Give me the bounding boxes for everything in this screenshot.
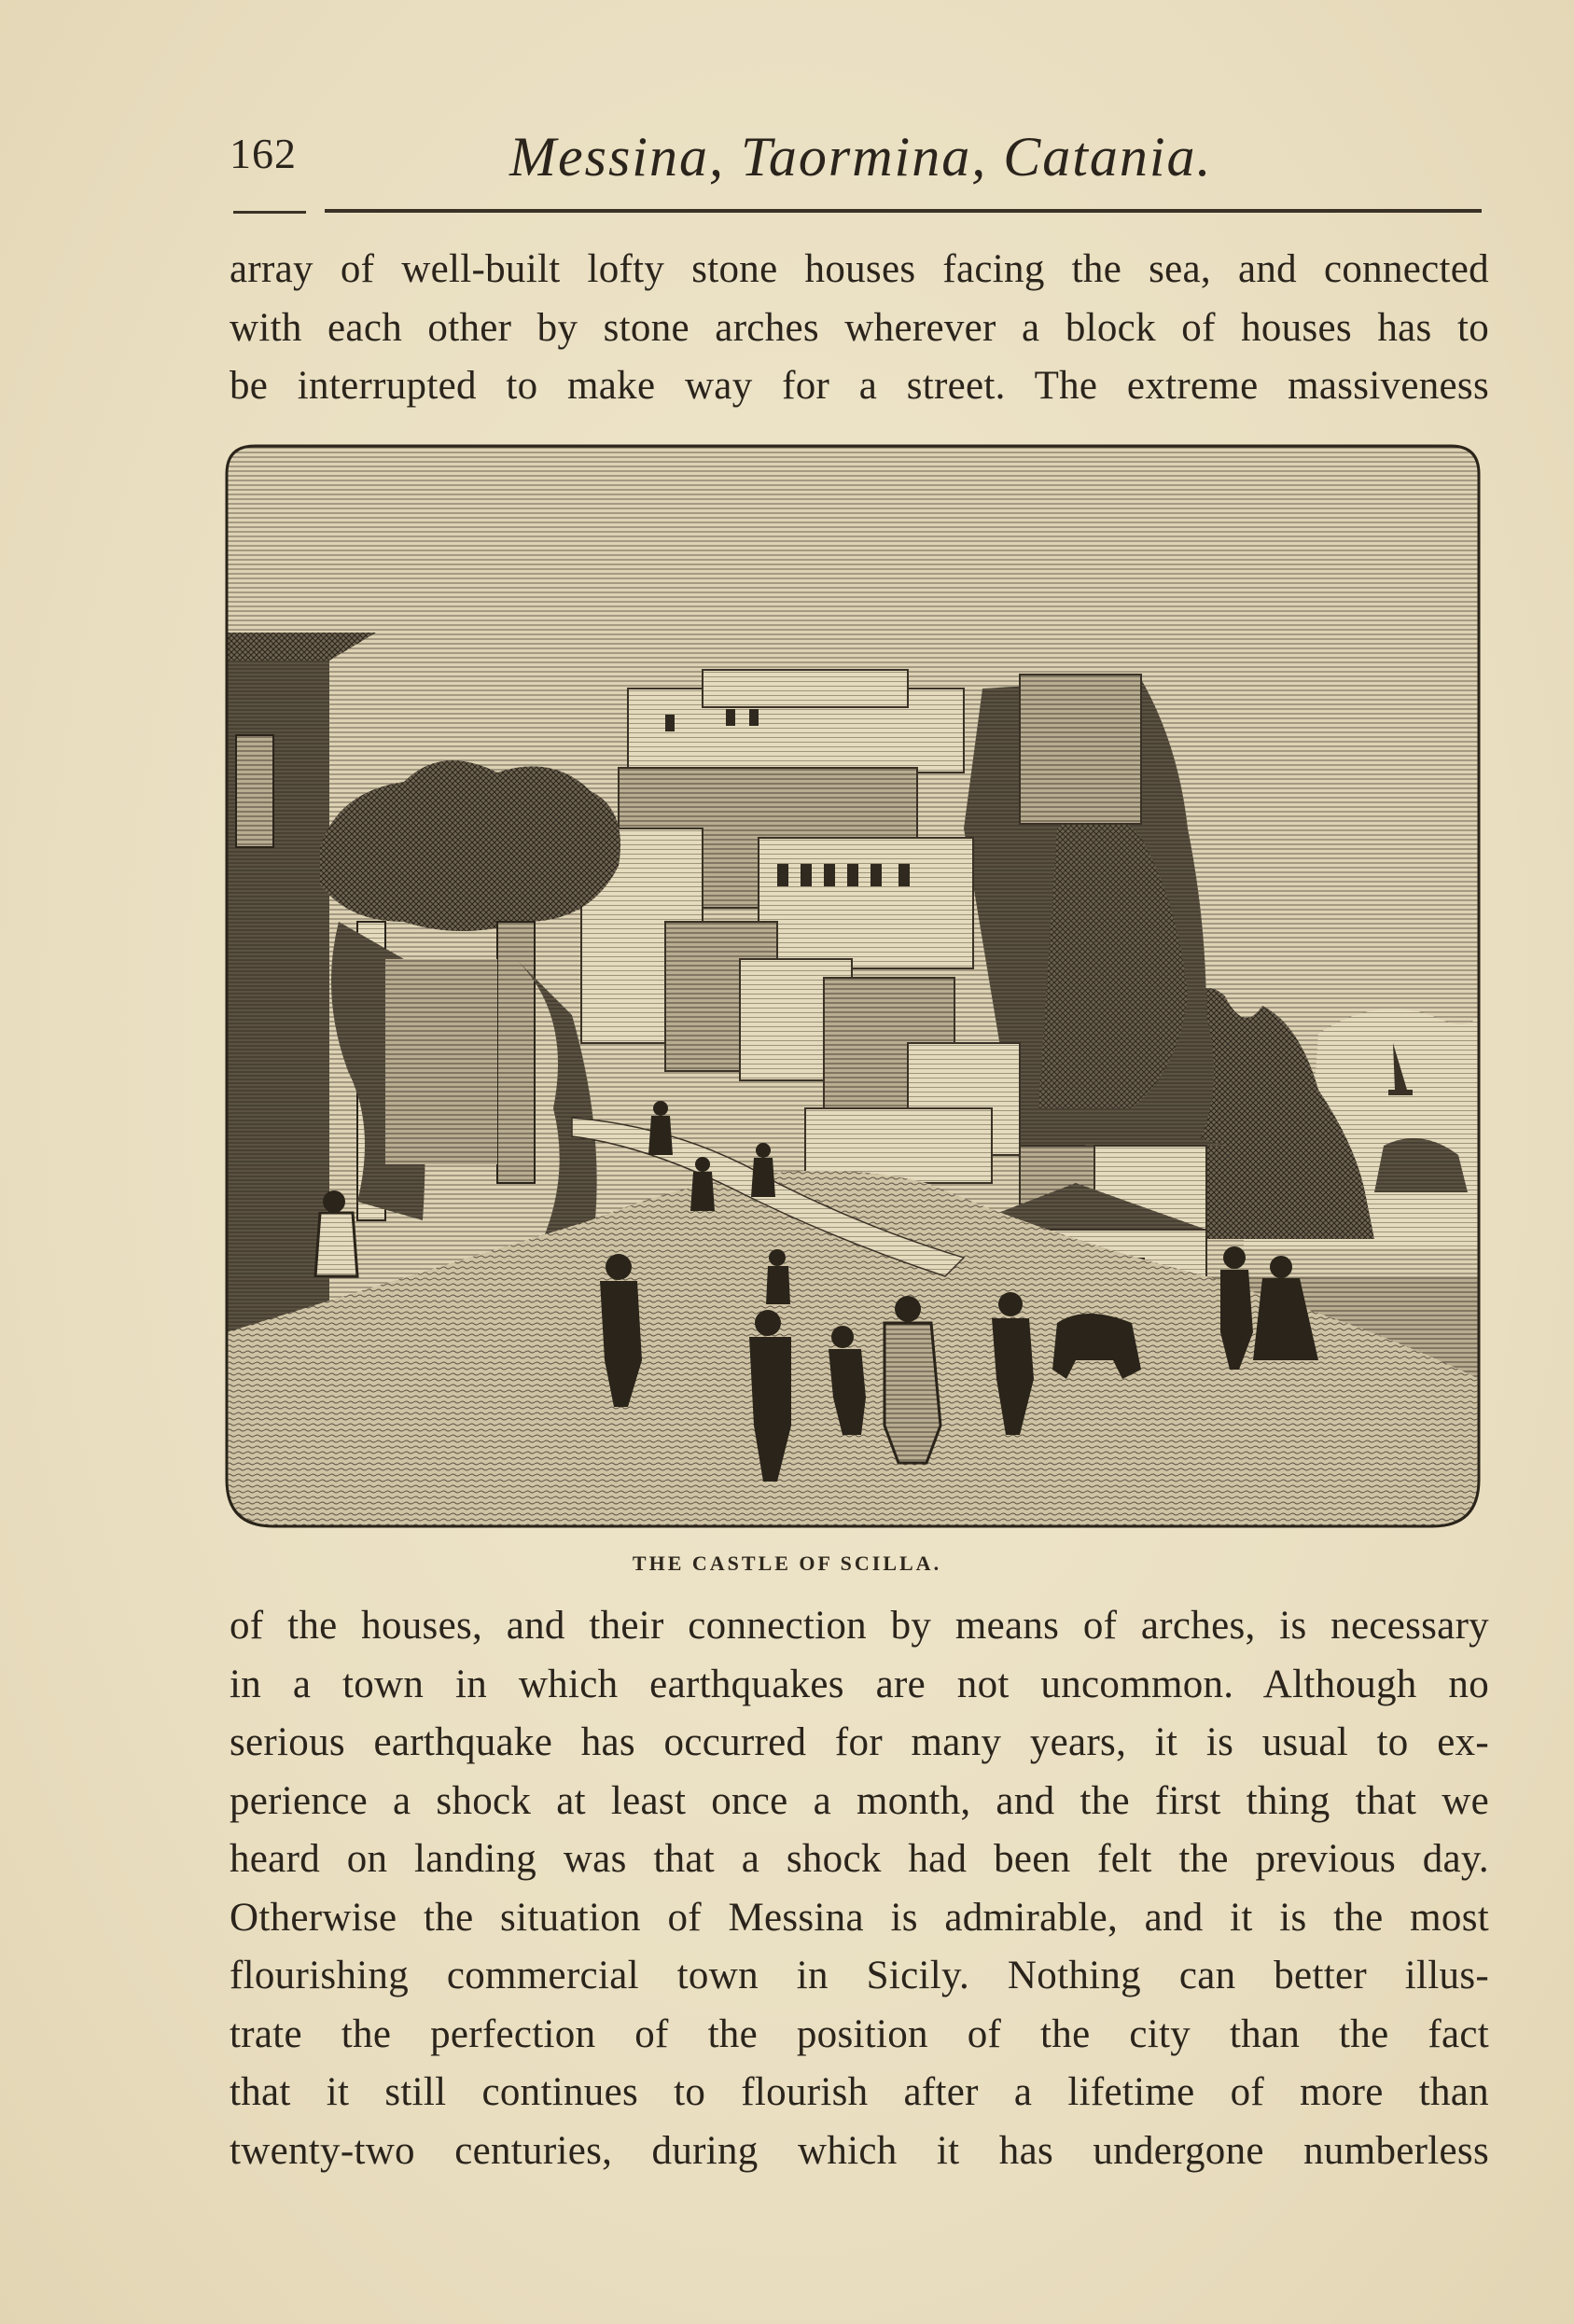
page-number: 162 <box>230 130 297 177</box>
illustration-scene <box>217 437 1488 1536</box>
text-line: flourishing commercial town in Sicily. Nothing can better illus- <box>230 1954 1489 1997</box>
paragraph-bottom <box>230 1597 1489 2180</box>
text-line: Otherwise the situation of Messina is admirable, and it is the most <box>230 1895 1489 1940</box>
header-rule-left <box>233 211 306 214</box>
header-rule <box>325 209 1482 213</box>
text-line: perience a shock at least once a month, and the first thing that we <box>230 1778 1489 1823</box>
engraving-castle-of-scilla <box>217 437 1488 1536</box>
text-line: that it still continues to flourish after a lifetime of more than <box>230 2070 1489 2114</box>
text-line: heard on landing was that a shock had been felt the previous day. <box>230 1837 1489 1881</box>
text-line: serious earthquake has occurred for many years, it is usual to ex- <box>230 1720 1489 1764</box>
text-line: of the houses, and their connection by means of arches, is necessary <box>230 1604 1489 1648</box>
paragraph-top <box>230 241 1489 416</box>
text-line: be interrupted to make way for a street. The extreme massiveness <box>230 364 1489 408</box>
text-line: with each other by stone arches wherever a block of houses has to <box>230 305 1489 350</box>
figure-caption: THE CASTLE OF SCILLA. <box>632 1552 942 1575</box>
running-head <box>230 119 1489 194</box>
text-line: trate the perfection of the position of the city than the fact <box>230 2011 1489 2056</box>
text-line: array of well-built lofty stone houses facing the sea, and connected <box>230 247 1489 291</box>
running-title: Messina, Taormina, Catania. <box>509 126 1213 188</box>
text-line: in a town in which earthquakes are not uncommon. Although no <box>230 1662 1489 1706</box>
text-line: twenty-two centuries, during which it has undergone numberless <box>230 2128 1489 2173</box>
